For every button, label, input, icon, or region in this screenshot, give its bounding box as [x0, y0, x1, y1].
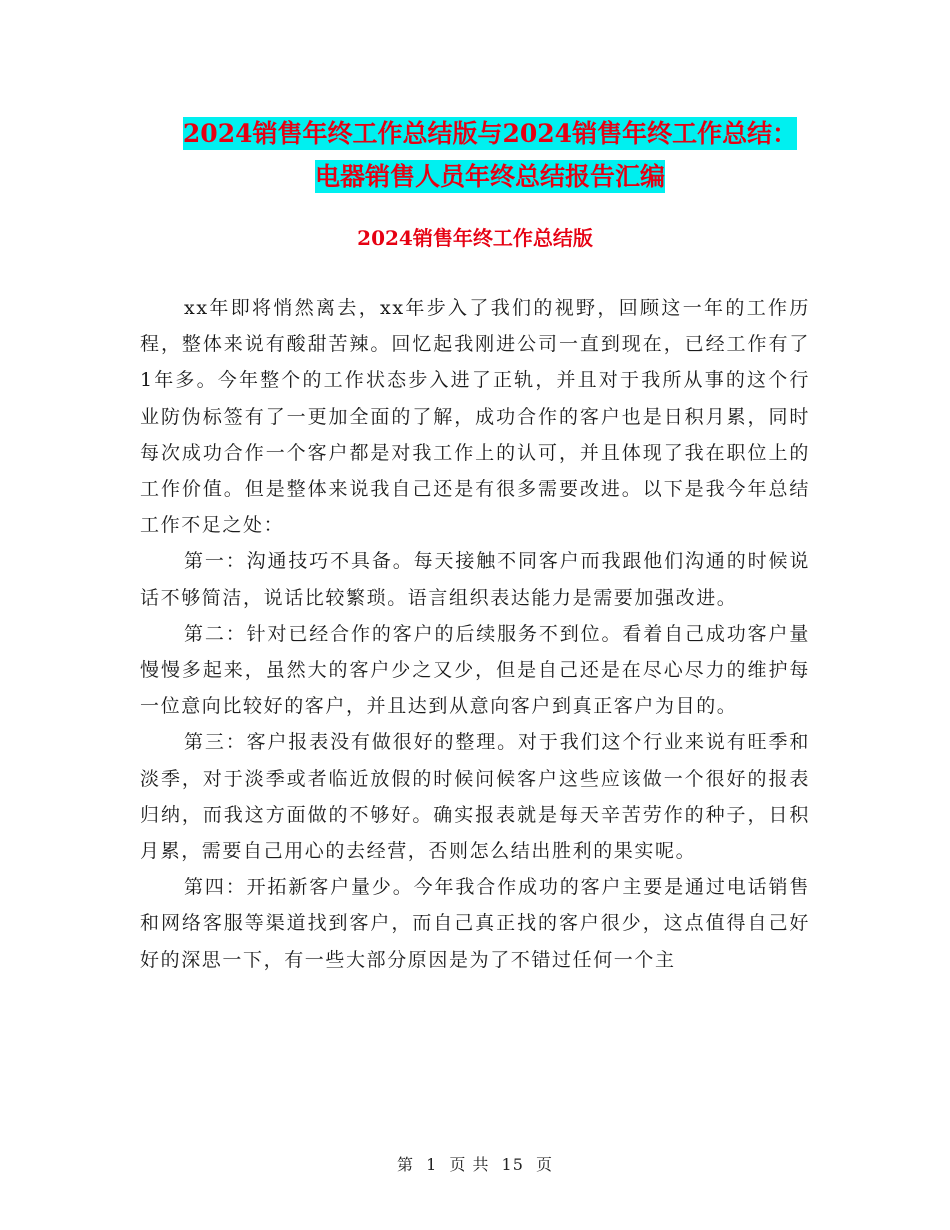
document-title-line-2: 电器销售人员年终总结报告汇编: [314, 162, 665, 191]
paragraph-intro: xx年即将悄然离去，xx年步入了我们的视野，回顾这一年的工作历程，整体来说有酸甜苦辣。回忆起我刚进公司一直到现在，已经工作有了1年多。今年整个的工作状态步入进了正轨，并且对于我所从事的这个行业防伪标签有了一更加全面的了解，成功合作的客户也是日积月累，同时每次成功合作一个客户都是对我工作上的认可，并且体现了我在职位上的工作价值。但是整体来说我自己还是有很多需要改进。以下是我今年总结工作不足之处：: [140, 297, 810, 537]
paragraph-point-4: 第四：开拓新客户量少。今年我合作成功的客户主要是通过电话销售和网络客服等渠道找到客户，而自己真正找的客户很少，这点值得自己好好的深思一下，有一些大部分原因是为了不错过任何一个主: [140, 876, 810, 971]
footer-current-page: 1: [426, 1155, 438, 1174]
footer-suffix: 页: [536, 1155, 554, 1174]
page-footer: [0, 1152, 950, 1175]
document-title: [140, 112, 840, 198]
paragraph-point-2: 第二：针对已经合作的客户的后续服务不到位。看着自己成功客户量慢慢多起来，虽然大的客户少之又少，但是自己还是在尽心尽力的维护每一位意向比较好的客户，并且达到从意向客户到真正客户为目的。: [140, 622, 810, 718]
footer-prefix: 第: [396, 1155, 414, 1174]
footer-total-pages: 15: [501, 1155, 524, 1174]
paragraph-point-1: 第一：沟通技巧不具备。每天接触不同客户而我跟他们沟通的时候说话不够简洁，说话比较繁琐。语言组织表达能力是需要加强改进。: [140, 550, 810, 609]
document-title-line-1: 2024销售年终工作总结版与2024销售年终工作总结：: [182, 119, 798, 148]
document-body: [140, 290, 810, 978]
section-title: 2024销售年终工作总结版: [357, 226, 593, 250]
paragraph-point-3: 第三：客户报表没有做很好的整理。对于我们这个行业来说有旺季和淡季，对于淡季或者临近放假的时候问候客户这些应该做一个很好的报表归纳，而我这方面做的不够好。确实报表就是每天辛苦劳作的种子，日积月累，需要自己用心的去经营，否则怎么结出胜利的果实呢。: [140, 731, 810, 863]
footer-mid: 页 共: [449, 1155, 490, 1174]
